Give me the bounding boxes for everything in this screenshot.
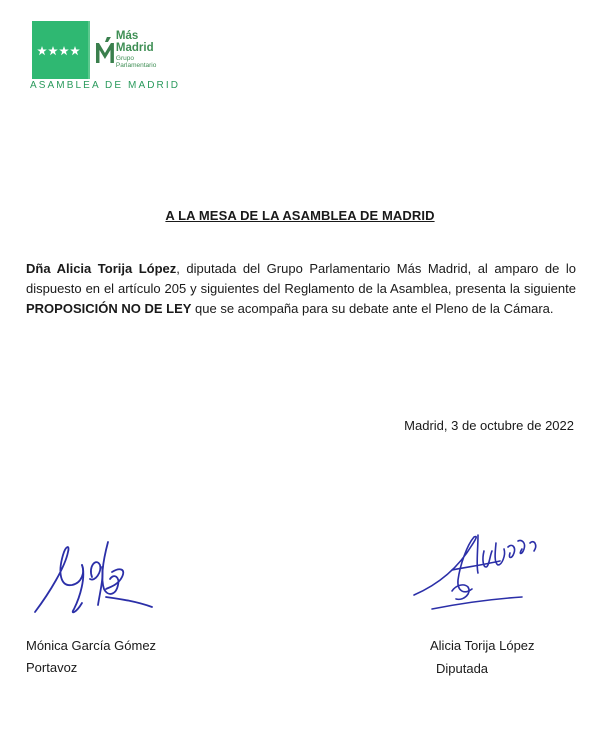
body-text-1: , diputada del Grupo Parlamentario Más Madrid, al amparo de lo dispuesto en el artículo 205 y siguientes del Reglamento de la Asamblea, presenta la siguiente bbox=[26, 261, 577, 296]
signer-left-name: Mónica García Gómez bbox=[26, 638, 157, 653]
logo-title-line1: Más bbox=[115, 30, 139, 42]
logo-title-line2: Madrid bbox=[115, 41, 154, 54]
proposal-type: PROPOSICIÓN NO DE LEY bbox=[26, 301, 192, 316]
signer-right-name: Alicia Torija López bbox=[430, 638, 535, 653]
mas-madrid-logo bbox=[32, 21, 176, 79]
signer-left-role: Portavoz bbox=[26, 660, 78, 675]
author-name: Dña Alicia Torija López bbox=[26, 261, 177, 276]
signature-right bbox=[412, 525, 552, 620]
signature-left bbox=[30, 537, 155, 622]
document-heading: A LA MESA DE LA ASAMBLEA DE MADRID bbox=[165, 208, 435, 223]
body-text-2: que se acompaña para su debate ante el Pleno de la Cámara. bbox=[191, 301, 554, 316]
mas-madrid-wordmark bbox=[90, 21, 176, 79]
logo-subtitle: Grupo Parlamentario bbox=[115, 55, 157, 69]
mas-madrid-m-icon bbox=[94, 35, 116, 65]
document-body bbox=[26, 259, 576, 319]
signer-right-role: Diputada bbox=[436, 661, 489, 676]
institution-name: ASAMBLEA DE MADRID bbox=[30, 80, 181, 91]
document-date: Madrid, 3 de octubre de 2022 bbox=[404, 418, 574, 433]
madrid-stars-icon bbox=[32, 21, 88, 79]
